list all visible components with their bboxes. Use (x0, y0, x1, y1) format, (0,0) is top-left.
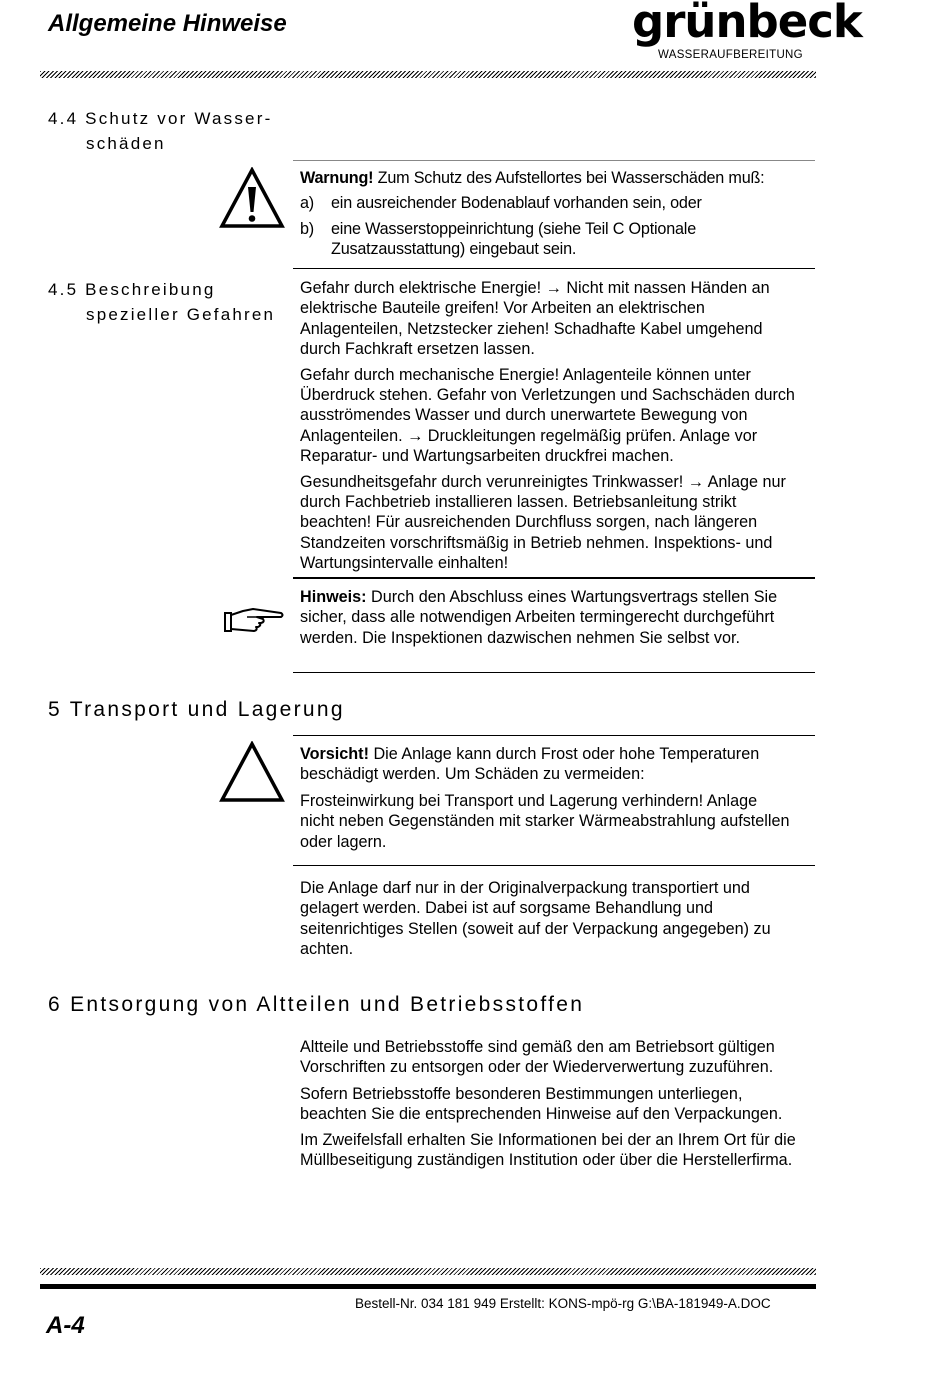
danger-electrical: Gefahr durch elektrische Energie! → Nicht mit nassen Händen an elektrische Bauteile greifen! Vor Arbeiten an elektrischen Anlagenteilen, Netzstecker ziehen! Schadhafte Kabel umgehend durch Fachkraft ersetzen lassen. (300, 279, 770, 359)
caution-block (300, 744, 805, 852)
rule (293, 577, 815, 579)
section-4-5-label-line1: 4.5 Beschreibung (48, 280, 216, 299)
caution-triangle-icon (219, 741, 285, 803)
note-text: Durch den Abschluss eines Wartungsvertrags stellen Sie sicher, dass alle notwendigen Arbeiten termingerecht durchgeführt werden. Die Inspektionen dazwischen nehmen Sie selbst vor. (300, 588, 778, 647)
page-number: A-4 (46, 1312, 85, 1339)
warning-text: Zum Schutz des Aufstellortes bei Wasserschäden muß: (373, 169, 765, 187)
disposal-block (300, 1037, 800, 1170)
danger-mechanical: Gefahr durch mechanische Energie! Anlagenteile können unter Überdruck stehen. Gefahr von Verletzungen und Sachschäden durch ausströmendes Wasser und durch unerwartete Bewegung von Anlagenteilen. → Druckleitungen regelmäßig prüfen. Anlage vor Reparatur- und Wartungsarbeiten druckfrei machen. (300, 365, 795, 466)
list-item-text: ein ausreichender Bodenablauf vorhanden sein, oder (331, 194, 702, 213)
list-marker: a) (300, 194, 314, 213)
order-number: Bestell-Nr. 034 181 949 Erstellt: KONS-mpö-rg G:\BA-181949-A.DOC (355, 1296, 771, 1311)
section-4-5-label (48, 277, 275, 327)
pointing-hand-icon (223, 605, 285, 635)
section-4-4-label-line1: 4.4 Schutz vor Wasser- (48, 109, 273, 128)
warning-triangle-icon (219, 167, 285, 229)
note-paragraph (300, 587, 810, 648)
caution-instructions: Frosteinwirkung bei Transport und Lagerung verhindern! Anlage nicht neben Gegenständen mit starker Wärmeabstrahlung aufstellen oder lagern. (300, 791, 790, 851)
section-4-4-label-line2: schäden (86, 134, 166, 153)
rule (293, 735, 815, 736)
warning-intro (300, 168, 815, 188)
note-block (300, 587, 810, 648)
section-4-4-label (48, 106, 272, 156)
list-item (300, 193, 815, 213)
warning-block (300, 168, 815, 260)
section-5-heading: 5 Transport und Lagerung (48, 698, 345, 721)
list-marker: b) (300, 219, 314, 238)
page-title: Allgemeine Hinweise (48, 10, 287, 37)
caution-label: Vorsicht! (300, 745, 369, 763)
danger-block (300, 278, 805, 574)
rule (293, 865, 815, 866)
footer-divider (40, 1268, 816, 1275)
header-divider (40, 71, 816, 78)
danger-health: Gesundheitsgefahr durch verunreinigtes Trinkwasser! → Anlage nur durch Fachbetrieb installieren lassen. Betriebsanleitung strikt beachten! Für ausreichenden Durchfluss sorgen, nach längeren Standzeiten vorschriftsmäßig in Betrieb nehmen. Inspektions- und Wartungsintervalle einhalten! (300, 472, 786, 573)
list-item (300, 219, 780, 260)
rule (293, 672, 815, 673)
list-item-text: eine Wasserstoppeinrichtung (siehe Teil C Optionale Zusatzausstattung) eingebaut sein. (331, 219, 697, 259)
rule (293, 268, 815, 269)
disposal-paragraph-2: Sofern Betriebsstoffe besonderen Bestimmungen unterliegen, beachten Sie die entsprechenden Hinweise auf den Verpackungen. (300, 1084, 783, 1124)
caution-paragraph (300, 744, 805, 785)
warning-label: Warnung! (300, 169, 374, 187)
note-label: Hinweis: (300, 588, 367, 606)
section-4-5-label-line2: spezieller Gefahren (86, 305, 276, 324)
section-6-heading: 6 Entsorgung von Altteilen und Betriebsstoffen (48, 993, 585, 1016)
rule (293, 160, 815, 161)
footer-bar (40, 1284, 816, 1289)
logo-wordmark: grünbeck (632, 0, 862, 48)
disposal-paragraph-1: Altteile und Betriebsstoffe sind gemäß den am Betriebsort gültigen Vorschriften zu entsorgen oder der Wiederverwertung zuzuführen. (300, 1038, 775, 1077)
disposal-paragraph-3: Im Zweifelsfall erhalten Sie Informationen bei der an Ihrem Ort für die Müllbeseitigung zuständigen Institution oder über die Herstellerfirma. (300, 1130, 796, 1170)
logo-subtitle: WASSERAUFBEREITUNG (658, 49, 803, 61)
transport-text: Die Anlage darf nur in der Originalverpackung transportiert und gelagert werden. Dabei ist auf sorgsame Behandlung und seitenrichtiges Stellen (soweit auf der Verpackung angegeben) zu achten. (300, 879, 771, 959)
caution-text: Die Anlage kann durch Frost oder hohe Temperaturen beschädigt werden. Um Schäden zu vermeiden: (300, 745, 760, 784)
gruenbeck-logo (632, 0, 862, 63)
